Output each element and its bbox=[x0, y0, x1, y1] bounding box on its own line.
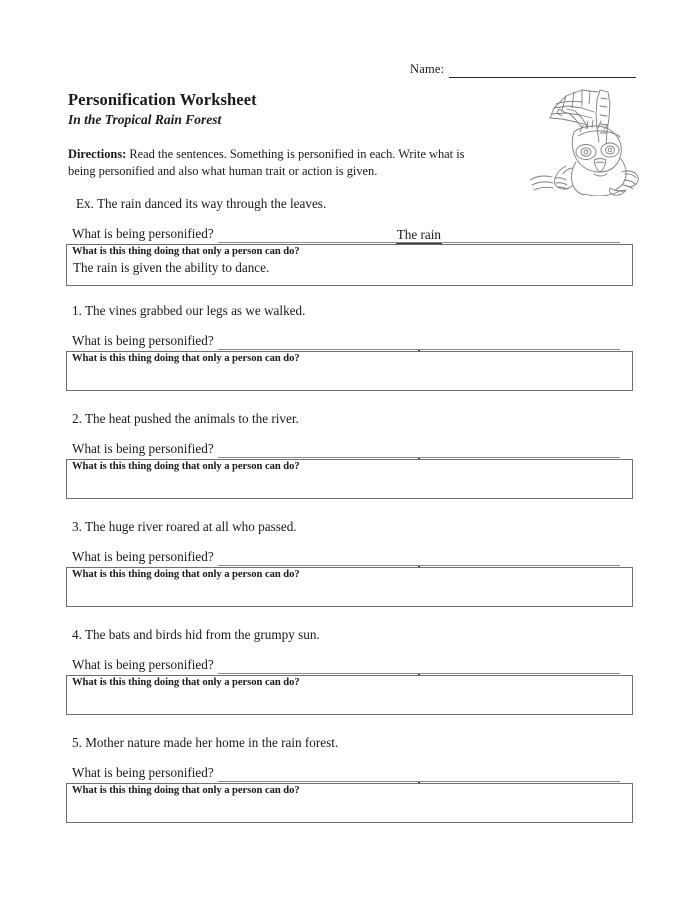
box-question-label: What is this thing doing that only a person can do? bbox=[72, 569, 300, 580]
directions-label: Directions: bbox=[68, 147, 127, 161]
name-label: Name: bbox=[410, 62, 445, 76]
page-title: Personification Worksheet bbox=[68, 90, 257, 109]
question-prompt-2: 2. The heat pushed the animals to the river. bbox=[72, 411, 299, 426]
box-question-label: What is this thing doing that only a person can do? bbox=[72, 353, 300, 364]
example-prompt: Ex. The rain danced its way through the leaves. bbox=[76, 196, 327, 211]
personified-blank-2[interactable] bbox=[218, 442, 620, 458]
example-personified-row bbox=[72, 226, 620, 243]
answer-box-3[interactable] bbox=[66, 567, 633, 607]
personified-answer-5 bbox=[218, 767, 620, 780]
sloth-hanging-from-branch-illustration bbox=[522, 84, 640, 196]
example-personified-answer: The rain bbox=[396, 226, 442, 242]
personified-question-label: What is being personified? bbox=[72, 765, 214, 780]
personified-row-2 bbox=[72, 441, 620, 458]
personified-blank-4[interactable] bbox=[218, 658, 620, 674]
personified-answer-4 bbox=[218, 659, 620, 672]
page-subtitle: In the Tropical Rain Forest bbox=[68, 112, 222, 127]
personified-row-5 bbox=[72, 765, 620, 782]
personified-blank-3[interactable] bbox=[218, 550, 620, 566]
box-question-label: What is this thing doing that only a person can do? bbox=[72, 677, 300, 688]
personified-answer-1 bbox=[218, 335, 620, 348]
answer-box-5[interactable] bbox=[66, 783, 633, 823]
personified-question-label: What is being personified? bbox=[72, 657, 214, 672]
answer-box-4[interactable] bbox=[66, 675, 633, 715]
question-prompt-5: 5. Mother nature made her home in the rain forest. bbox=[72, 735, 339, 750]
answer-box-1[interactable] bbox=[66, 351, 633, 391]
answer-box-2[interactable] bbox=[66, 459, 633, 499]
question-prompt-4: 4. The bats and birds hid from the grumpy sun. bbox=[72, 627, 320, 642]
example-answer-box[interactable] bbox=[66, 244, 633, 286]
example-box-answer: The rain is given the ability to dance. bbox=[73, 260, 270, 275]
question-prompt-3: 3. The huge river roared at all who passed. bbox=[72, 519, 297, 534]
name-input-blank[interactable] bbox=[449, 64, 636, 78]
personified-blank-1[interactable] bbox=[218, 334, 620, 350]
personified-answer-3 bbox=[218, 551, 620, 564]
directions-text: Read the sentences. Something is personified in each. Write what is being personified and also what human trait or action is given. bbox=[68, 147, 465, 178]
box-question-label: What is this thing doing that only a person can do? bbox=[72, 461, 300, 472]
name-field-row bbox=[410, 62, 636, 78]
personified-blank-5[interactable] bbox=[218, 766, 620, 782]
personified-row-3 bbox=[72, 549, 620, 566]
personified-question-label: What is being personified? bbox=[72, 333, 214, 348]
personified-row-1 bbox=[72, 333, 620, 350]
example-personified-blank[interactable] bbox=[218, 227, 620, 243]
box-question-label: What is this thing doing that only a person can do? bbox=[72, 246, 300, 257]
directions-paragraph bbox=[68, 146, 488, 179]
personified-question-label: What is being personified? bbox=[72, 549, 214, 564]
personified-question-label: What is being personified? bbox=[72, 441, 214, 456]
personified-row-4 bbox=[72, 657, 620, 674]
personified-question-label: What is being personified? bbox=[72, 226, 214, 241]
box-question-label: What is this thing doing that only a person can do? bbox=[72, 785, 300, 796]
personified-answer-2 bbox=[218, 443, 620, 456]
question-prompt-1: 1. The vines grabbed our legs as we walked. bbox=[72, 303, 306, 318]
